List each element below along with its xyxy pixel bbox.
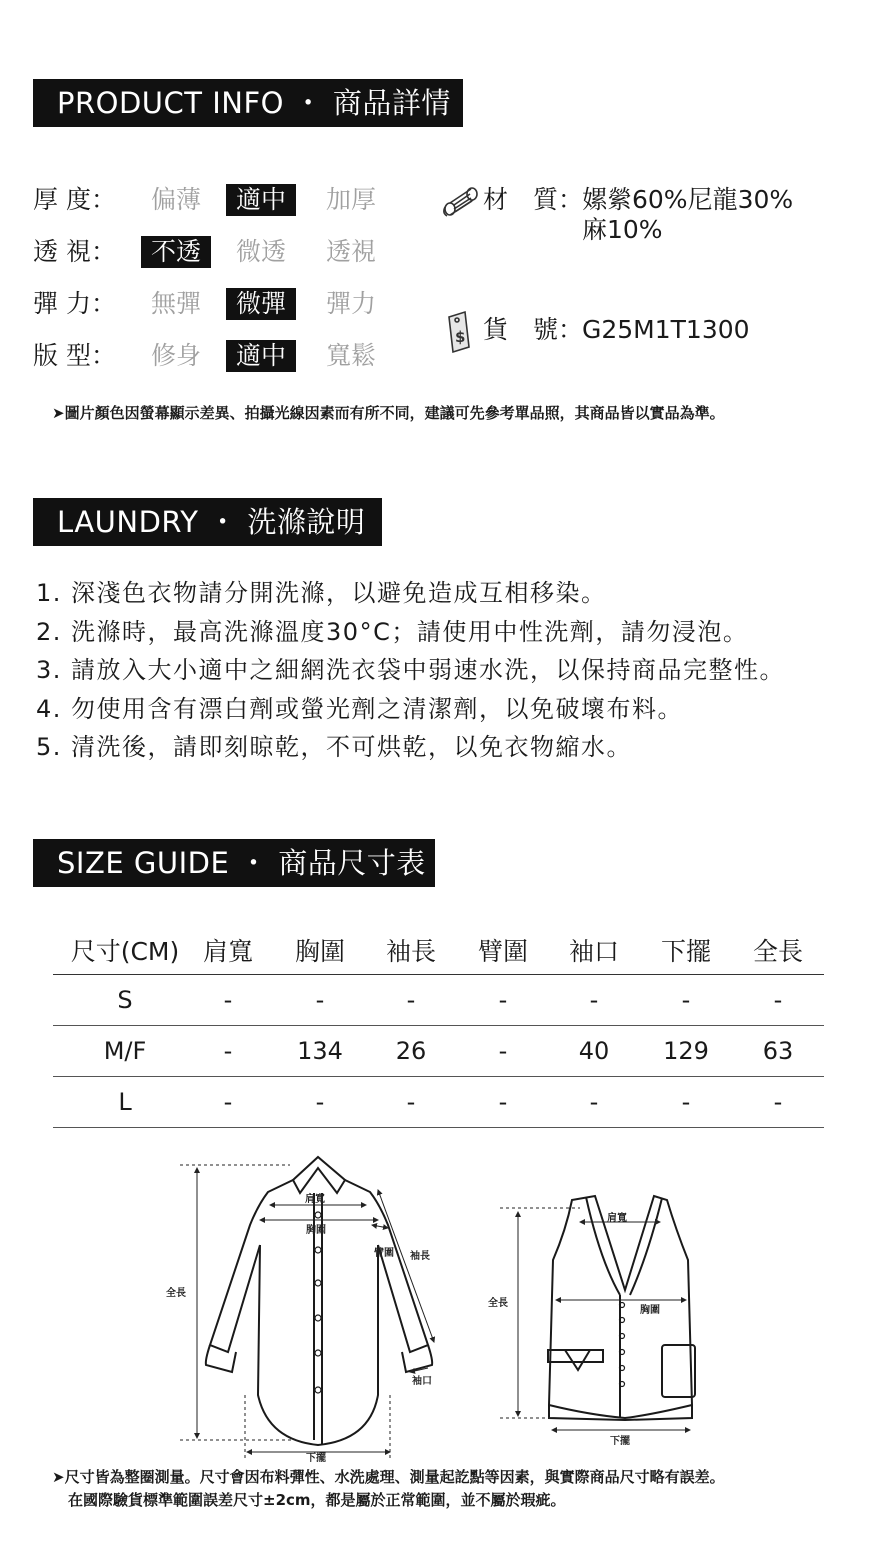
material-value-line2: 麻10% <box>582 215 663 244</box>
size-value-cell: - <box>406 1088 416 1116</box>
attribute-option-selected: 適中 <box>226 184 296 216</box>
size-value-cell: - <box>406 986 416 1014</box>
size-value-cell: - <box>681 986 691 1014</box>
laundry-item: 3. 請放入大小適中之細網洗衣袋中弱速水洗，以保持商品完整性。 <box>36 656 786 684</box>
size-label-cell: L <box>118 1088 132 1116</box>
vest-hem-label: 下擺 <box>610 1436 630 1447</box>
size-value-cell: - <box>223 1037 233 1065</box>
size-column-header: 袖長 <box>385 936 436 966</box>
attribute-row <box>33 182 423 218</box>
size-column-header: 臂圍 <box>477 936 528 966</box>
size-value-cell: - <box>315 1088 325 1116</box>
attribute-label: 厚 度： <box>33 185 116 214</box>
attribute-label: 透 視： <box>33 237 116 266</box>
size-table-row <box>53 1026 824 1077</box>
size-table <box>53 925 824 1128</box>
size-value-cell: 134 <box>297 1037 343 1065</box>
laundry-item: 5. 清洗後，請即刻晾乾，不可烘乾，以免衣物縮水。 <box>36 733 633 761</box>
attribute-option: 加厚 <box>325 185 376 214</box>
laundry-item: 2. 洗滌時，最高洗滌溫度30°C；請使用中性洗劑，請勿浸泡。 <box>36 617 749 646</box>
size-column-header: 胸圍 <box>294 936 345 966</box>
attribute-row <box>33 234 423 270</box>
size-column-header: 尺寸(CM) <box>70 936 180 966</box>
size-value-cell: 26 <box>395 1037 427 1065</box>
shirt-shoulder-label: 肩寬 <box>305 1194 325 1205</box>
size-value-cell: - <box>498 1037 508 1065</box>
vest-length-label: 全長 <box>488 1298 508 1309</box>
size-value-cell: - <box>498 986 508 1014</box>
sku-label: 貨 號： <box>483 315 584 344</box>
attribute-option-selected: 不透 <box>141 236 211 268</box>
material-value: 嫘縈60%尼龍30% <box>582 185 794 214</box>
attribute-row <box>33 338 423 374</box>
shirt-cuff-label: 袖口 <box>412 1376 432 1387</box>
size-value-cell: - <box>773 1088 783 1116</box>
size-note-line2: 在國際驗貨標準範圍誤差尺寸±2cm，都是屬於正常範圍，並不屬於瑕疵。 <box>68 1491 566 1509</box>
vest-shoulder-label: 肩寬 <box>607 1213 627 1224</box>
size-note-line1: ➤尺寸皆為整圈測量。尺寸會因布料彈性、水洗處理、測量起訖點等因素，與實際商品尺寸略有誤差。 <box>52 1468 725 1486</box>
attribute-option: 透視 <box>325 237 376 266</box>
size-label-cell: M/F <box>103 1037 147 1065</box>
price-tag-icon <box>444 309 474 355</box>
size-table-row <box>53 975 824 1026</box>
shirt-sleeve-label: 袖長 <box>410 1251 430 1262</box>
attribute-label: 彈 力： <box>33 289 116 318</box>
size-column-header: 肩寬 <box>202 936 253 966</box>
attribute-option: 寬鬆 <box>325 341 376 370</box>
size-value-cell: - <box>681 1088 691 1116</box>
size-measurement-diagram <box>150 1150 710 1470</box>
attribute-option: 偏薄 <box>150 185 201 214</box>
size-column-header: 下擺 <box>660 936 711 966</box>
product-info-header: PRODUCT INFO ・ 商品詳情 <box>33 79 463 127</box>
sku-value: G25M1T1300 <box>582 315 750 344</box>
attribute-label: 版 型： <box>33 341 116 370</box>
size-value-cell: 40 <box>578 1037 610 1065</box>
shirt-arm-label: 臂圍 <box>374 1248 394 1259</box>
size-column-header: 全長 <box>752 936 803 966</box>
laundry-item: 1. 深淺色衣物請分開洗滌，以避免造成互相移染。 <box>36 579 607 607</box>
size-value-cell: - <box>315 986 325 1014</box>
color-disclaimer-note: ➤圖片顏色因螢幕顯示差異、拍攝光線因素而有所不同，建議可先參考單品照，其商品皆以實品為準。 <box>52 404 725 422</box>
size-column-header: 袖口 <box>568 936 619 966</box>
attribute-option: 微透 <box>235 237 286 266</box>
size-value-cell: 129 <box>663 1037 709 1065</box>
size-value-cell: - <box>223 1088 233 1116</box>
size-table-row <box>53 1077 824 1128</box>
svg-text:$: $ <box>455 328 466 346</box>
size-label-cell: S <box>117 986 133 1014</box>
size-value-cell: 63 <box>762 1037 794 1065</box>
attribute-option-selected: 微彈 <box>226 288 296 320</box>
laundry-item: 4. 勿使用含有漂白劑或螢光劑之清潔劑，以免破壞布料。 <box>36 694 684 723</box>
size-value-cell: - <box>589 1088 599 1116</box>
attribute-option: 無彈 <box>150 289 201 318</box>
shirt-buttons <box>315 1212 321 1393</box>
shirt-chest-label: 胸圍 <box>306 1225 326 1236</box>
size-table-header-row <box>53 925 824 975</box>
size-value-cell: - <box>498 1088 508 1116</box>
material-label: 材 質： <box>483 185 584 214</box>
attribute-option: 彈力 <box>325 289 376 318</box>
size-guide-header: SIZE GUIDE ・ 商品尺寸表 <box>33 839 435 887</box>
shirt-length-label: 全長 <box>166 1288 186 1299</box>
size-value-cell: - <box>589 986 599 1014</box>
vest-chest-label: 胸圍 <box>640 1305 660 1316</box>
attribute-row <box>33 286 423 322</box>
thread-spool-icon <box>441 183 481 219</box>
attribute-option-selected: 適中 <box>226 340 296 372</box>
shirt-hem-label: 下擺 <box>306 1453 326 1464</box>
size-value-cell: - <box>223 986 233 1014</box>
laundry-header: LAUNDRY ・ 洗滌說明 <box>33 498 382 546</box>
size-value-cell: - <box>773 986 783 1014</box>
attribute-option: 修身 <box>150 341 201 370</box>
